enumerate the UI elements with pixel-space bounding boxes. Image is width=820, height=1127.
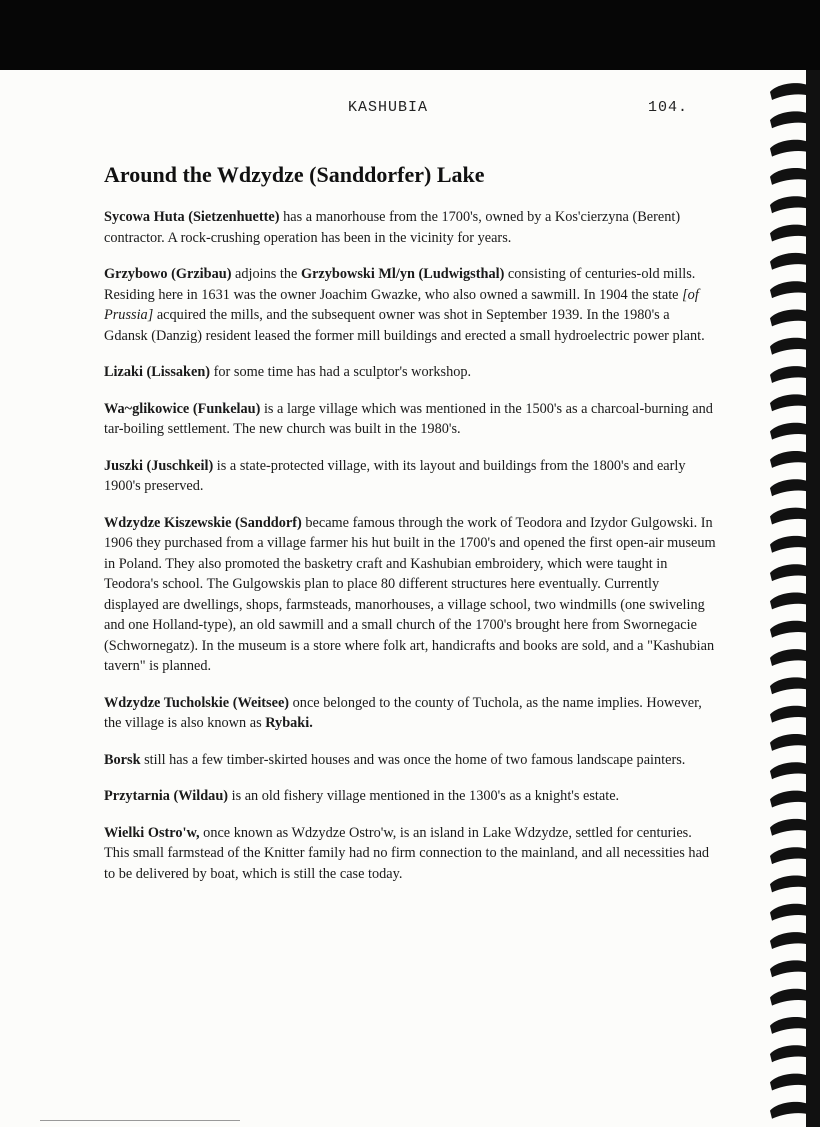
entry-name-secondary: Rybaki. <box>265 715 313 731</box>
binding-coil <box>770 196 810 213</box>
binding-coil <box>770 1045 810 1062</box>
binding-coil <box>770 423 810 440</box>
footer-rule <box>40 1120 240 1121</box>
entry-name: Juszki (Juschkeil) <box>104 457 214 474</box>
binding-coil <box>770 621 810 638</box>
binding-coil <box>770 140 810 157</box>
entry-name: Wa~glikowice (Funkelau) <box>104 400 261 417</box>
entry-name: Wdzydze Tucholskie (Weitsee) <box>104 694 290 711</box>
entry-name: Wdzydze Kiszewskie (Sanddorf) <box>104 514 302 531</box>
binding-coil <box>770 253 810 270</box>
entry-text: once known as Wdzydze Ostro'w, is an island in Lake Wdzydze, settled for centuries. This small farmstead of the Knitter family had no firm connection to the mainland, and all necessities had to be delivered by boat, which is still the case today. <box>104 824 710 882</box>
binding-coil <box>770 932 810 949</box>
running-title: KASHUBIA <box>348 99 429 116</box>
binding-coil <box>770 876 810 893</box>
binding-coil <box>770 1102 810 1119</box>
entry-text: became famous through the work of Teodora and Izydor Gulgowski. In 1906 they purchased from a village farmer his hut built in the 1700's and opened the first open-air museum in Poland. They also promoted the basketry craft and Kashubian embroidery, which were taught in Teodora's school. The Gulgowskis plan to place 80 different structures here eventually. Currently displayed are dwellings, shops, farmsteads, manorhouses, a village school, two windmills (one swiveling and one Holland-type), an old sawmill and a small church of the 1700's brought here from Swornegacie (Schwornegatz). In the museum is a store where folk art, handicrafts and books are sold, and a "Kashubian tavern" is planned. <box>104 514 716 674</box>
entry-przytarnia <box>104 786 716 807</box>
entry-text: is a large village which was mentioned in the 1500's as a charcoal-burning and tar-boiling settlement. The new church was built in the 1980's. <box>104 400 713 437</box>
binding-coil <box>770 819 810 836</box>
entry-lizaki <box>104 362 716 383</box>
binding-coil <box>770 479 810 496</box>
binding-coil <box>770 734 810 751</box>
spiral-binding <box>758 80 820 1127</box>
binding-coil <box>770 1017 810 1034</box>
binding-coil <box>770 168 810 185</box>
binding-coil <box>770 338 810 355</box>
entry-wdzydze-kiszewskie <box>104 513 716 677</box>
entry-text: for some time has had a sculptor's workshop. <box>210 364 472 380</box>
entry-text: once belonged to the county of Tuchola, as the name implies. However, the village is also known as <box>104 694 702 731</box>
entry-juszki <box>104 456 716 497</box>
entry-wielki-ostrow <box>104 823 716 885</box>
entry-name-secondary: Grzybowski Ml/yn (Ludwigsthal) <box>300 266 505 282</box>
binding-coil <box>770 1074 810 1091</box>
entry-waglikowice <box>104 399 716 440</box>
binding-coil <box>770 593 810 610</box>
entry-name: Wielki Ostro'w, <box>104 824 200 841</box>
entry-sycowa-huta <box>104 207 716 248</box>
binding-coil <box>770 394 810 411</box>
binding-coil <box>770 989 810 1006</box>
entry-borsk <box>104 750 716 771</box>
entry-italic-note: [of Prussia] <box>104 286 699 323</box>
binding-coil <box>770 83 810 100</box>
binding-coil <box>770 791 810 808</box>
entry-name: Lizaki (Lissaken) <box>104 364 211 380</box>
binding-coil <box>770 847 810 864</box>
binding-coil <box>770 366 810 383</box>
binding-coil <box>770 677 810 694</box>
section-title: Around the Wdzydze (Sanddorfer) Lake <box>104 162 485 187</box>
binding-coil <box>770 225 810 242</box>
entry-text: is an old fishery village mentioned in the 1300's as a knight's estate. <box>228 788 620 804</box>
page-body <box>104 161 716 900</box>
entry-text: has a manorhouse from the 1700's, owned by a Kos'cierzyna (Berent) contractor. A rock-crushing operation has been in the vicinity for years. <box>104 209 681 246</box>
binding-coil <box>770 451 810 468</box>
binding-coil <box>770 281 810 298</box>
page-number: 104. <box>648 99 689 116</box>
binding-coil <box>770 536 810 553</box>
entry-text: still has a few timber-skirted houses and was once the home of two famous landscape painters. <box>140 751 686 768</box>
entry-name: Przytarnia (Wildau) <box>104 788 229 804</box>
entry-grzybowo <box>104 264 716 346</box>
binding-coil <box>770 508 810 525</box>
entry-text: is a state-protected village, with its layout and buildings from the 1800's and early 1900's preserved. <box>104 457 686 494</box>
binding-coil <box>770 706 810 723</box>
entry-text: adjoins the <box>231 266 301 282</box>
binding-coil <box>770 762 810 779</box>
binding-coil <box>770 960 810 977</box>
entry-wdzydze-tucholskie <box>104 693 716 734</box>
entry-text: acquired the mills, and the subsequent owner was shot in September 1939. In the 1980's a Gdansk (Danzig) resident leased the former mill buildings and erected a small hydroelectric power plant. <box>104 307 705 344</box>
entry-name: Borsk <box>104 751 141 768</box>
binding-coil <box>770 564 810 581</box>
entry-text: consisting of centuries-old mills. Residing here in 1631 was the owner Joachim Gwazke, who also owned a sawmill. In 1904 the state <box>104 266 696 303</box>
binding-coil <box>770 649 810 666</box>
binding-coil <box>770 111 810 128</box>
binding-coil <box>770 310 810 327</box>
entry-name: Sycowa Huta (Sietzenhuette) <box>104 209 280 225</box>
entry-name: Grzybowo (Grzibau) <box>104 266 232 282</box>
scan-dark-band <box>0 0 820 70</box>
binding-coil <box>770 904 810 921</box>
